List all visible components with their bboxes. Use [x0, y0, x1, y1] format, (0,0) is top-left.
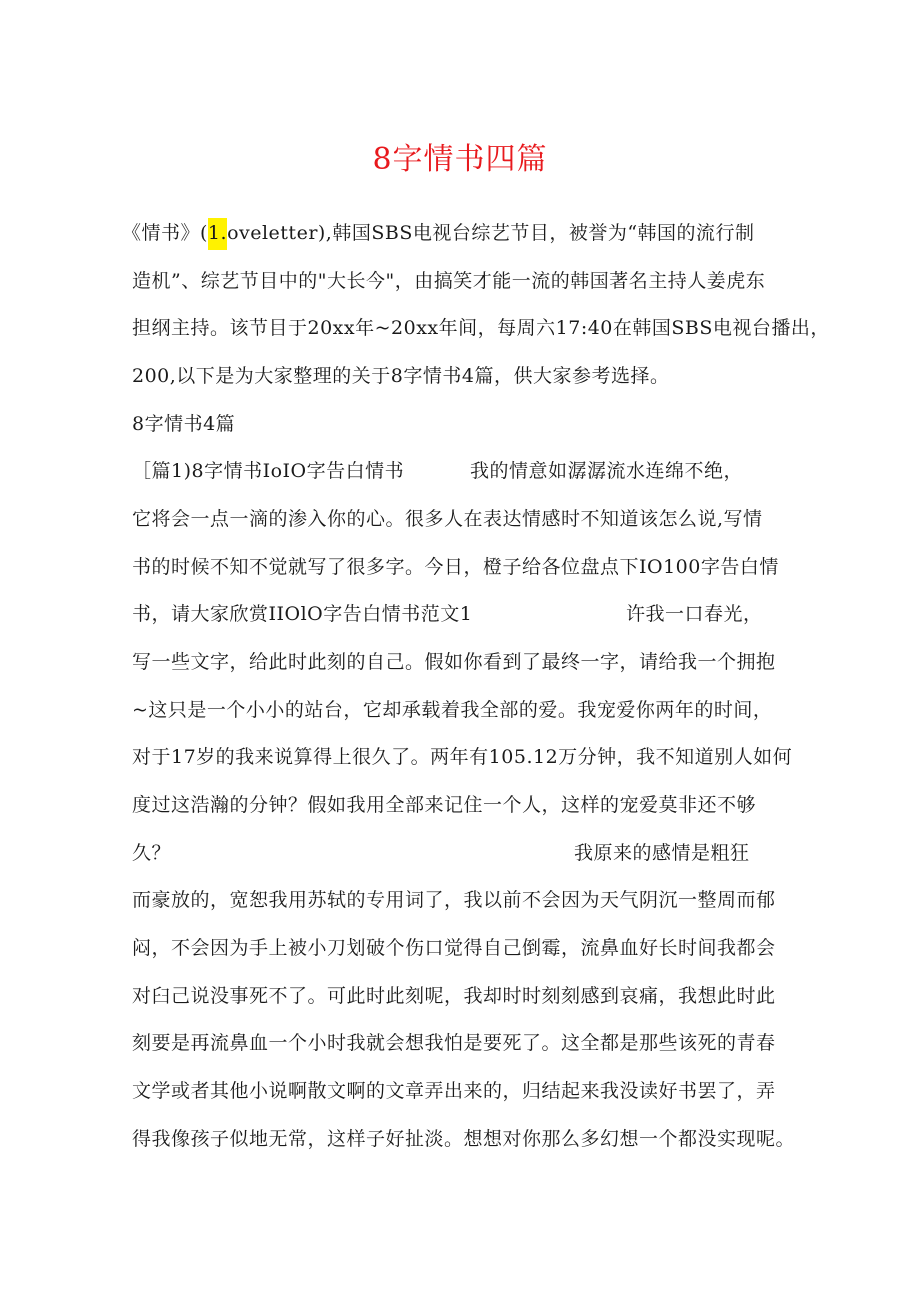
body-line-14: 文学或者其他小说啊散文啊的文章弄出来的，归结起来我没读好书罢了，弄: [132, 1080, 776, 1102]
body-line-2: 它将会一点一滴的渗入你的心。很多人在表达情感时不知道该怎么说,写情: [132, 508, 763, 530]
section-heading: 8字情书4篇: [132, 413, 236, 435]
intro-line-2: 造机”、综艺节目中的"大长今"，由搞笑才能一流的韩国著名主持人姜虎东: [132, 270, 766, 292]
body-line-9b: 我原来的感情是粗狂: [574, 842, 750, 864]
intro-line-1: [122, 218, 755, 248]
body-line-7: 对于17岁的我来说算得上很久了。两年有105.12万分钟，我不知道别人如何: [132, 746, 793, 768]
body-line-15: 得我像孩子似地无常，这样子好扯淡。想想对你那么多幻想一个都没实现呢。: [132, 1128, 796, 1150]
body-line-4a: 书，请大家欣赏IIOlO字告白情书范文1: [132, 603, 473, 625]
body-line-12: 对臼己说没事死不了。可此时此刻呢，我却时时刻刻感到哀痛，我想此时此: [132, 985, 776, 1007]
body-line-8: 度过这浩瀚的分钟？假如我用全部来记住一个人，这样的宠爱莫非还不够: [132, 794, 757, 816]
body-line-11: 闷，不会因为手上被小刀划破个伤口觉得自己倒霉，流鼻血好长时间我都会: [132, 937, 776, 959]
body-line-13: 刻要是再流鼻血一个小时我就会想我怕是要死了。这全都是那些该死的青春: [132, 1032, 776, 1054]
body-line-9a: 久？: [132, 842, 172, 864]
body-line-4b: 许我一口春光，: [626, 603, 763, 625]
body-line-6: ~这只是一个小小的站台，它却承载着我全部的爱。我宠爱你两年的时间，: [132, 699, 773, 721]
body-line-1b: 我的情意如潺潺流水连绵不绝，: [470, 460, 744, 482]
intro-line-1-start: 《情书》(: [122, 222, 208, 244]
body-line-10: 而豪放的，宽恕我用苏轼的专用词了，我以前不会因为天气阴沉一整周而郁: [132, 889, 776, 911]
intro-line-4: 200,以下是为大家整理的关于8字情书4篇，供大家参考选择。: [132, 365, 670, 387]
intro-line-1-rest: oveletter),韩国SBS电视台综艺节目，被誉为“韩国的流行制: [227, 222, 755, 244]
intro-line-3: 担纲主持。该节目于20xx年~20xx年间，每周六17:40在韩国SBS电视台播出，: [132, 317, 830, 339]
highlighted-text: 1.: [208, 218, 227, 250]
body-line-5: 写一些文字，给此时此刻的自己。假如你看到了最终一字，请给我一个拥抱: [132, 651, 776, 673]
body-line-3: 书的时候不知不觉就写了很多字。今日，橙子给各位盘点下IO100字告白情: [132, 556, 779, 578]
body-line-1a: ［篇1)8字情书IoIO字告白情书: [132, 460, 405, 482]
document-title: 8字情书四篇: [372, 142, 548, 177]
